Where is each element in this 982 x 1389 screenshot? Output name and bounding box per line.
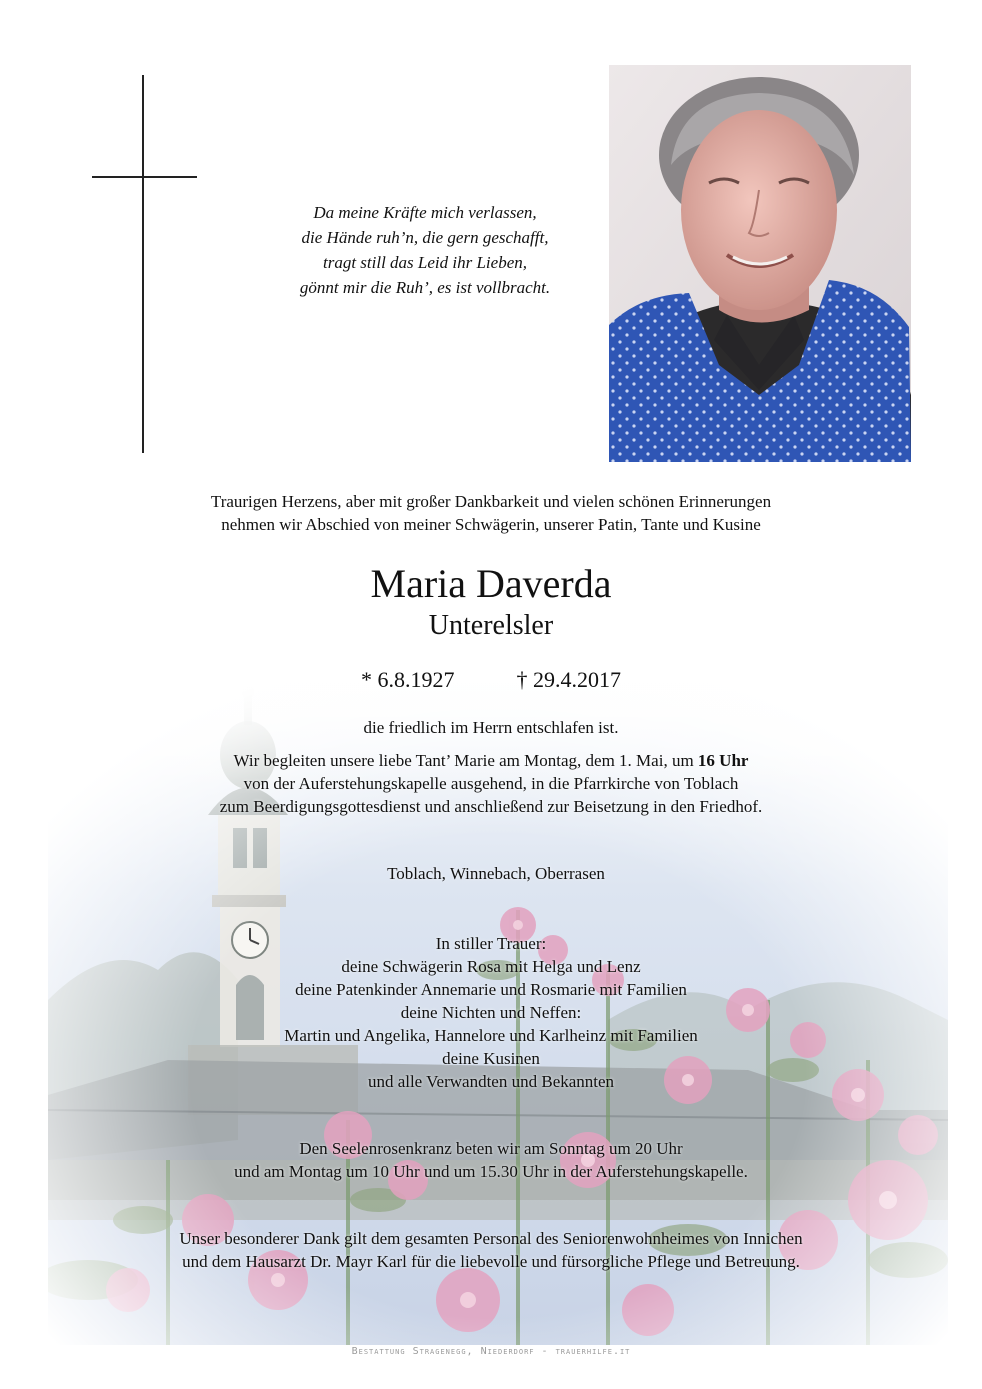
- rosary-line: und am Montag um 10 Uhr und um 15.30 Uhr in der Auferstehungskapelle.: [234, 1162, 748, 1181]
- verse-line: gönnt mir die Ruh’, es ist vollbracht.: [299, 278, 551, 297]
- thanks-line: Unser besonderer Dank gilt dem gesamten Personal des Seniorenwohnheimes von Innichen: [179, 1229, 803, 1248]
- verse-line: die Hände ruh’n, die gern geschafft,: [301, 228, 549, 247]
- death-date: † 29.4.2017: [516, 667, 621, 692]
- mourner-line: deine Patenkinder Annemarie und Rosmarie mit Familien: [295, 980, 687, 999]
- places-line: Toblach, Winnebach, Oberrasen: [387, 864, 605, 883]
- mourner-line: Martin und Angelika, Hannelore und Karlheinz mit Familien: [284, 1026, 698, 1045]
- mourner-line: und alle Verwandten und Bekannten: [367, 1072, 615, 1091]
- funeral-line: von der Auferstehungskapelle ausgehend, in die Pfarrkirche von Toblach: [243, 774, 739, 793]
- mourner-line: In stiller Trauer:: [435, 934, 547, 953]
- mourner-line: deine Schwägerin Rosa mit Helga und Lenz: [341, 957, 641, 976]
- deceased-name: Maria Daverda: [370, 561, 612, 606]
- mourner-line: deine Kusinen: [442, 1049, 540, 1068]
- verse-line: tragt still das Leid ihr Lieben,: [322, 253, 528, 272]
- funeral-text: Wir begleiten unsere liebe Tant’ Marie am Montag, dem 1. Mai, um: [233, 751, 698, 770]
- peace-line: die friedlich im Herrn entschlafen ist.: [363, 718, 619, 737]
- verse-line: Da meine Kräfte mich verlassen,: [313, 203, 537, 222]
- mourner-line: deine Nichten und Neffen:: [400, 1003, 582, 1022]
- intro-line: nehmen wir Abschied von meiner Schwägerin, unserer Patin, Tante und Kusine: [221, 515, 761, 534]
- rosary-line: Den Seelenrosenkranz beten wir am Sonntag um 20 Uhr: [299, 1139, 683, 1158]
- intro-line: Traurigen Herzens, aber mit großer Dankbarkeit und vielen schönen Erinnerungen: [210, 492, 772, 511]
- footer-credit: Bestattung Stragenegg, Niederdorf - trauerhilfe.it: [351, 1346, 631, 1357]
- funeral-line: zum Beerdigungsgottesdienst und anschließend zur Beisetzung in den Friedhof.: [219, 797, 763, 816]
- birth-date: * 6.8.1927: [361, 667, 455, 692]
- funeral-line: [0, 751, 982, 771]
- farm-name: Unterelsler: [428, 610, 554, 641]
- life-dates: [0, 667, 982, 693]
- thanks-line: und dem Hausarzt Dr. Mayr Karl für die liebevolle und fürsorgliche Pflege und Betreuung.: [182, 1252, 800, 1271]
- funeral-time: 16 Uhr: [697, 751, 749, 770]
